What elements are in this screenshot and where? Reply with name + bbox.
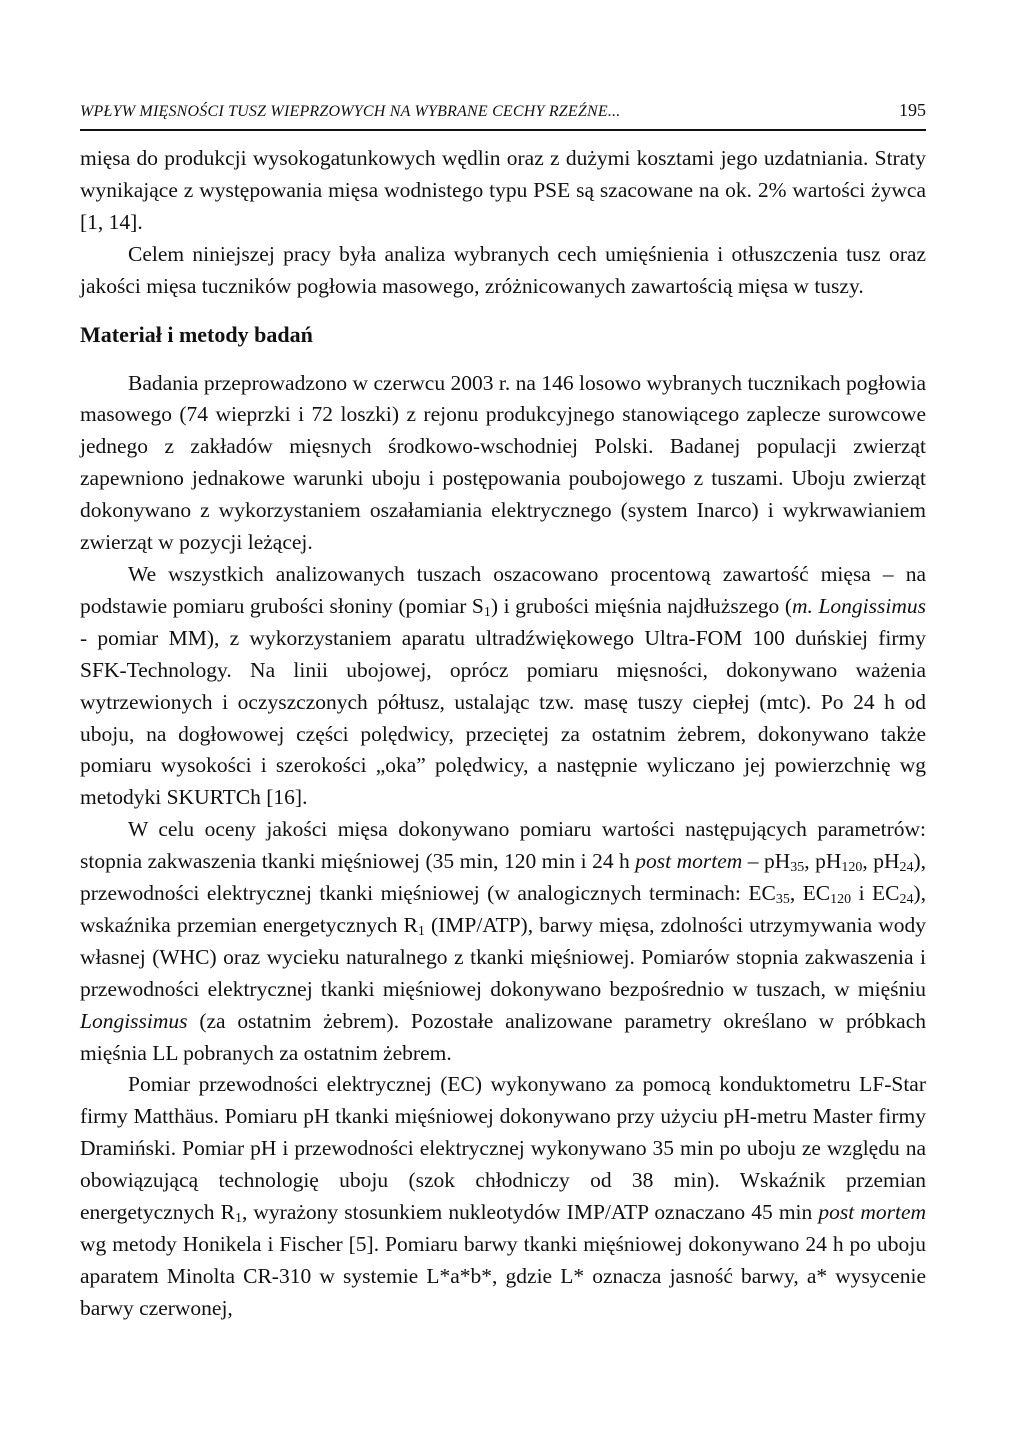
paragraph-meatiness-measurement: We wszystkich analizowanych tuszach oszacowano procentową zawartość mięsa – na podstawie pomiaru grubości słoniny (pomiar $S_1$) i grubości mięśnia najdłuższego (m. Longissimus - pomiar MM), z wykorzystaniem aparatu ultradźwiękowego Ultra-FOM 100 duńskiej firmy SFK-Technology. Na linii ubojowej, oprócz pomiaru mięsności, dokonywano ważenia wytrzewionych i oczyszczonych półtusz, ustalając tzw. masę tuszy ciepłej (mtc). Po 24 h od uboju, na dogłowowej części polędwicy, przeciętej za ostatnim żebrem, dokonywano także pomiaru wysokości i szerokości „oka” polędwicy, a następnie wyliczano jej powierzchnię wg metodyki SKURTCh [16]. — [80, 561, 926, 810]
paragraph-aim: Celem niniejszej pracy była analiza wybranych cech umięśnienia i otłuszczenia tusz oraz jakości mięsa tuczników pogłowia masowego, zróżnicowanych zawartością mięsa w tuszy. — [80, 241, 926, 298]
paragraph-study-design: Badania przeprowadzono w czerwcu 2003 r. na 146 losowo wybranych tucznikach pogłowia masowego (74 wieprzki i 72 loszki) z rejonu produkcyjnego stanowiącego zaplecze surowcowe jednego z zakładów mięsnych środkowo-wschodniej Polski. Badanej populacji zwierząt zapewniono jednakowe warunki uboju i postępowania poubojowego z tuszami. Uboju zwierząt dokonywano z wykorzystaniem oszałamiania elektrycznego (system Inarco) i wykrwawianiem zwierząt w pozycji leżącej. — [80, 370, 926, 555]
paragraph-measurement-methods: Pomiar przewodności elektrycznej (EC) wykonywano za pomocą konduktometru LF-Star firmy Matthäus. Pomiaru pH tkanki mięśniowej dokonywano przy użyciu pH-metru Master firmy Dramiński. Pomiar pH i przewodności elektrycznej wykonywano 35 min po uboju ze względu na obowiązującą technologię uboju (szok chłodniczy od 38 min). Wskaźnik przemian energetycznych $R_1$, wyrażony stosunkiem nukleotydów IMP/ATP oznaczano 45 min post mortem wg metody Honikela i Fischer [5]. Pomiaru barwy tkanki mięśniowej dokonywano 24 h po uboju aparatem Minolta CR-310 w systemie L*a*b*, gdzie L* oznacza jasność barwy, a* wysycenie barwy czerwonej, — [80, 1072, 927, 1320]
running-header — [80, 100, 926, 131]
running-title: WPŁYW MIĘSNOŚCI TUSZ WIEPRZOWYCH NA WYBRANE CECHY RZEŹNE... — [80, 103, 621, 120]
paragraph-quality-parameters: W celu oceny jakości mięsa dokonywano pomiaru wartości następujących parametrów: stopnia zakwaszenia tkanki mięśniowej (35 min, 120 min i 24 h post mortem – $pH_{35}$, $pH_{120}$, $pH_{24}$), przewodności elektrycznej tkanki mięśniowej (w analogicznych terminach: $EC_{35}$, $EC_{120}$ i $EC_{24}$), wskaźnika przemian energetycznych $R_1$ (IMP/ATP), barwy mięsa, zdolności utrzymywania wody własnej (WHC) oraz wycieku naturalnego z tkanki mięśniowej. Pomiarów stopnia zakwaszenia i przewodności elektrycznej tkanki mięśniowej dokonywano bezpośrednio w tuszach, w mięśniu Longissimus (za ostatnim żebrem). Pozostałe analizowane parametry określano w próbkach mięśnia LL pobranych za ostatnim żebrem. — [80, 817, 927, 1065]
page — [80, 100, 926, 1325]
section-heading: Materiał i metody badań — [80, 321, 313, 347]
page-number: 195 — [899, 100, 926, 120]
paragraph-continued: mięsa do produkcji wysokogatunkowych wędlin oraz z dużymi kosztami jego uzdatniania. Straty wynikające z występowania mięsa wodnistego typu PSE są szacowane na ok. 2% wartości żywca [1, 14]. — [80, 146, 926, 234]
article-body — [80, 143, 926, 1325]
